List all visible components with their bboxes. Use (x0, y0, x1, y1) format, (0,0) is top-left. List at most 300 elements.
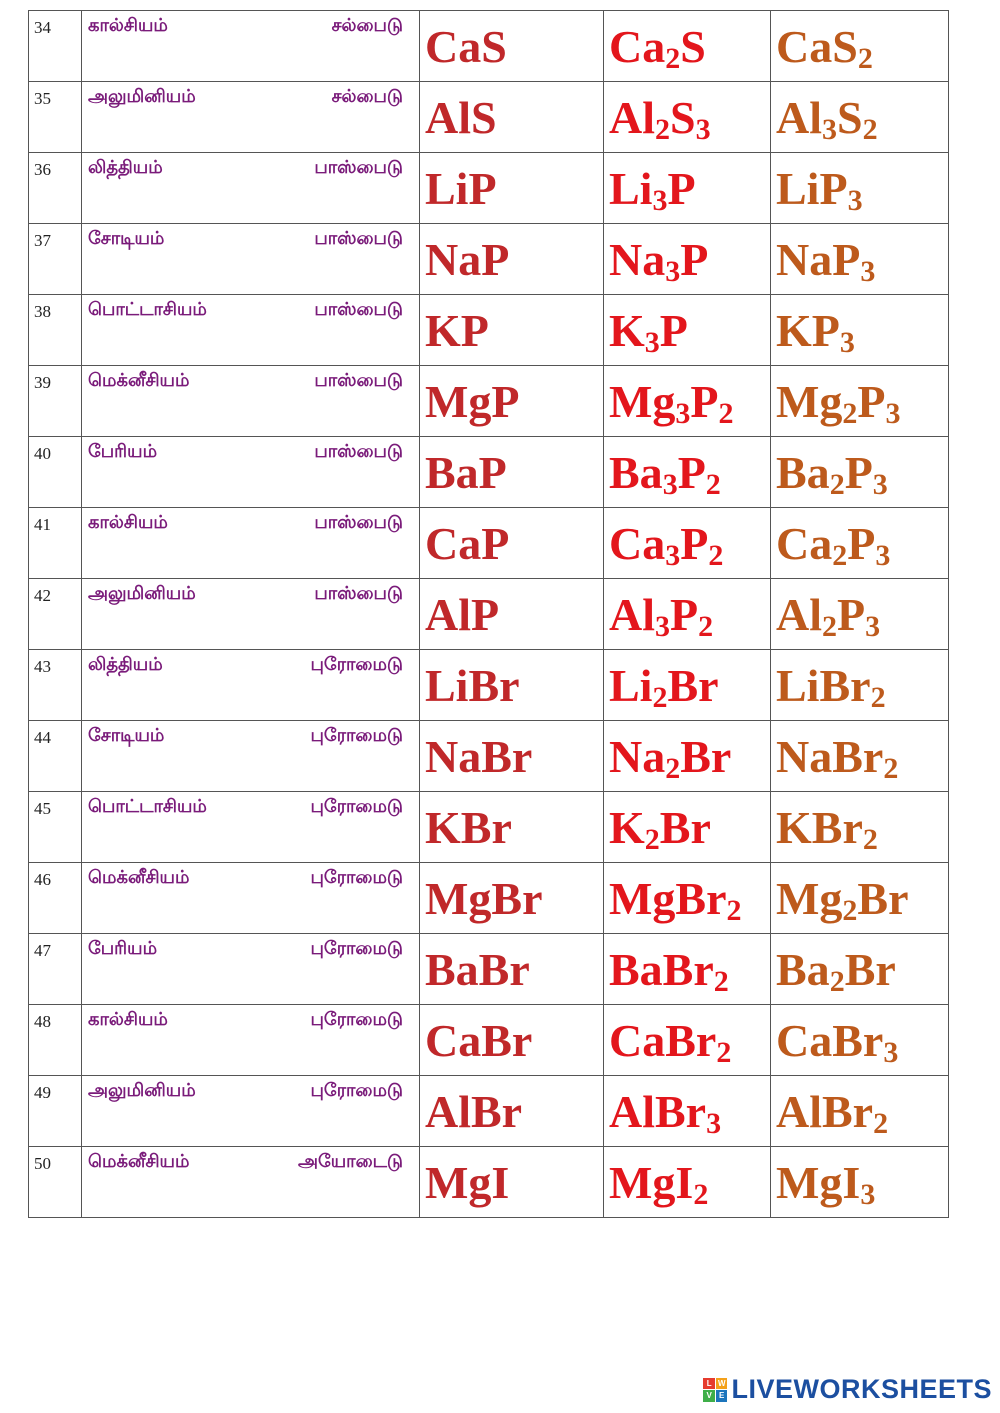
compound-name-cell (82, 11, 420, 82)
formula-option-c[interactable] (771, 366, 948, 430)
row-number-cell (29, 295, 82, 366)
compound-name-cell (82, 153, 420, 224)
formula-option-c[interactable] (771, 863, 948, 927)
formula-option-b[interactable] (604, 366, 770, 430)
formula-option-c-cell[interactable] (771, 650, 949, 721)
ion-name: சல்பைடு (331, 15, 403, 36)
formula-symbol: Br (667, 660, 719, 711)
row-number-cell (29, 721, 82, 792)
formula-symbol: NaP (776, 234, 861, 285)
row-number: 37 (34, 231, 51, 250)
formula-option-a[interactable] (420, 792, 603, 851)
formula-option-b-cell[interactable] (604, 437, 771, 508)
formula-subscript: 2 (862, 823, 878, 856)
formula-option-b-cell[interactable] (604, 1076, 771, 1147)
formula-symbol: Ba (609, 447, 663, 498)
formula-option-a[interactable] (420, 579, 603, 638)
formula-symbol: Ba (776, 447, 830, 498)
row-number: 43 (34, 657, 51, 676)
compound-name (82, 792, 419, 819)
row-number-cell (29, 437, 82, 508)
formula-option-a[interactable] (420, 1147, 603, 1206)
formula-option-b[interactable] (604, 721, 770, 785)
formula-symbol: NaBr (776, 731, 884, 782)
formula-symbol: P (677, 447, 706, 498)
formula-option-a[interactable] (420, 224, 603, 283)
element-name: பேரியம் (88, 441, 158, 462)
table-row (29, 11, 949, 82)
ion-name: பாஸ்பைடு (314, 512, 403, 533)
row-number: 50 (34, 1154, 51, 1173)
formula-subscript: 2 (883, 752, 899, 785)
formula-symbol: P (857, 376, 886, 427)
formula-option-c[interactable] (771, 1147, 948, 1211)
formula-symbol: LiP (425, 163, 497, 214)
table-row (29, 295, 949, 366)
row-number: 42 (34, 586, 51, 605)
formula-symbol: Br (659, 802, 711, 853)
formula-option-b-cell[interactable] (604, 579, 771, 650)
formula-symbol: P (690, 376, 719, 427)
formula-symbol: Al (776, 92, 822, 143)
row-number-cell (29, 366, 82, 437)
compound-name (82, 437, 419, 464)
compound-name-cell (82, 650, 420, 721)
ion-name: சல்பைடு (331, 86, 403, 107)
formula-symbol: P (670, 589, 699, 640)
table-row (29, 366, 949, 437)
formula-option-a-cell[interactable] (420, 579, 604, 650)
row-number-cell (29, 863, 82, 934)
formula-option-b-cell[interactable] (604, 934, 771, 1005)
compound-name-cell (82, 934, 420, 1005)
row-number: 46 (34, 870, 51, 889)
row-number: 36 (34, 160, 51, 179)
compound-name (82, 295, 419, 322)
formula-option-c[interactable] (771, 1005, 948, 1069)
row-number: 44 (34, 728, 51, 747)
formula-option-b-cell[interactable] (604, 82, 771, 153)
formula-option-b-cell[interactable] (604, 366, 771, 437)
formula-symbol: Mg (776, 873, 843, 924)
formula-option-b[interactable] (604, 295, 770, 359)
formula-option-b-cell[interactable] (604, 153, 771, 224)
formula-subscript: 3 (885, 397, 901, 430)
formula-option-a-cell[interactable] (420, 82, 604, 153)
ion-name: பாஸ்பைடு (314, 228, 403, 249)
element-name: பொட்டாசியம் (88, 299, 207, 320)
compound-name (82, 863, 419, 890)
formula-symbol: MgI (609, 1157, 694, 1208)
formula-option-a-cell[interactable] (420, 508, 604, 579)
row-number-cell (29, 934, 82, 1005)
element-name: கால்சியம் (88, 15, 168, 36)
formula-option-b-cell[interactable] (604, 650, 771, 721)
row-number: 49 (34, 1083, 51, 1102)
formula-option-b[interactable] (604, 579, 770, 643)
ion-name: அயோடைடு (297, 1151, 403, 1172)
formula-subscript: 2 (708, 539, 724, 572)
element-name: பொட்டாசியம் (88, 796, 207, 817)
formula-subscript: 3 (706, 1107, 722, 1140)
formula-symbol: Ba (776, 944, 830, 995)
brand-name: LIVEWORKSHEETS (731, 1374, 992, 1404)
row-number-cell (29, 153, 82, 224)
table-row (29, 508, 949, 579)
formula-option-a-cell[interactable] (420, 1147, 604, 1218)
formula-option-c[interactable] (771, 579, 948, 643)
formula-subscript: 2 (718, 397, 734, 430)
formula-subscript: 2 (842, 397, 858, 430)
element-name: அலுமினியம் (88, 86, 196, 107)
formula-symbol: LiP (776, 163, 848, 214)
formula-option-c-cell[interactable] (771, 11, 949, 82)
formula-option-b-cell[interactable] (604, 224, 771, 295)
formula-option-b[interactable] (604, 1147, 770, 1211)
element-name: மெக்னீசியம் (88, 1151, 190, 1172)
formula-symbol: Li (609, 163, 653, 214)
formula-option-c-cell[interactable] (771, 934, 949, 1005)
formula-option-c[interactable] (771, 224, 948, 288)
formula-subscript: 3 (839, 326, 855, 359)
formula-symbol: Al (609, 92, 655, 143)
formula-subscript: 3 (644, 326, 660, 359)
formula-option-a[interactable] (420, 508, 603, 567)
formula-symbol: Ca (609, 21, 666, 72)
formula-symbol: K (609, 802, 645, 853)
formula-subscript: 2 (829, 965, 845, 998)
formula-option-c-cell[interactable] (771, 295, 949, 366)
ion-name: புரோமைடு (310, 867, 403, 888)
formula-symbol: BaP (425, 447, 507, 498)
formula-symbol: AlBr (425, 1086, 523, 1137)
row-number: 48 (34, 1012, 51, 1031)
formula-option-c-cell[interactable] (771, 1076, 949, 1147)
formula-option-a[interactable] (420, 11, 603, 70)
formula-symbol: MgP (425, 376, 520, 427)
formula-symbol: LiBr (776, 660, 871, 711)
row-number-cell (29, 1147, 82, 1218)
formula-symbol: S (680, 21, 706, 72)
logo-letter: E (716, 1390, 728, 1402)
formula-subscript: 3 (847, 184, 863, 217)
formula-option-b-cell[interactable] (604, 295, 771, 366)
compound-name (82, 224, 419, 251)
formula-subscript: 3 (662, 468, 678, 501)
formula-option-a[interactable] (420, 721, 603, 780)
formula-option-b[interactable] (604, 437, 770, 501)
formula-option-c[interactable] (771, 295, 948, 359)
compound-name (82, 650, 419, 677)
formula-subscript: 2 (698, 610, 714, 643)
formula-option-b[interactable] (604, 1005, 770, 1069)
formula-option-a-cell[interactable] (420, 366, 604, 437)
row-number-cell (29, 224, 82, 295)
formula-symbol: BaBr (425, 944, 530, 995)
formula-subscript: 3 (822, 113, 837, 146)
formula-subscript: 2 (713, 965, 729, 998)
formula-option-c-cell[interactable] (771, 579, 949, 650)
table-row (29, 1005, 949, 1076)
formula-option-a[interactable] (420, 1076, 603, 1135)
formula-subscript: 2 (693, 1178, 709, 1211)
formula-option-a-cell[interactable] (420, 1005, 604, 1076)
formula-subscript: 3 (860, 1178, 876, 1211)
compound-name-cell (82, 1147, 420, 1218)
formula-subscript: 3 (860, 255, 876, 288)
formula-option-c[interactable] (771, 82, 948, 146)
formula-option-a[interactable] (420, 437, 603, 496)
formula-option-a-cell[interactable] (420, 153, 604, 224)
formula-symbol: Br (844, 944, 896, 995)
formula-symbol: BaBr (609, 944, 714, 995)
row-number-cell (29, 650, 82, 721)
formula-option-c-cell[interactable] (771, 1147, 949, 1218)
ion-name: புரோமைடு (310, 1009, 403, 1030)
formula-option-a[interactable] (420, 934, 603, 993)
liveworksheets-logo-icon (703, 1378, 727, 1402)
formula-option-c-cell[interactable] (771, 863, 949, 934)
formula-subscript: 3 (872, 468, 888, 501)
formula-option-a-cell[interactable] (420, 224, 604, 295)
formula-option-b[interactable] (604, 153, 770, 217)
row-number-cell (29, 1076, 82, 1147)
formula-subscript: 3 (883, 1036, 899, 1069)
formula-symbol: P (844, 447, 873, 498)
formula-option-a-cell[interactable] (420, 721, 604, 792)
formula-symbol: Na (609, 234, 666, 285)
formula-symbol: Ca (609, 518, 666, 569)
formula-symbol: Al (776, 589, 822, 640)
formula-subscript: 2 (870, 681, 886, 714)
formula-option-a[interactable] (420, 1005, 603, 1064)
formula-option-a[interactable] (420, 863, 603, 922)
table-row (29, 721, 949, 792)
ion-name: பாஸ்பைடு (314, 157, 403, 178)
formula-option-b-cell[interactable] (604, 792, 771, 863)
compound-name-cell (82, 1005, 420, 1076)
table-row (29, 792, 949, 863)
formula-option-c[interactable] (771, 721, 948, 785)
ion-name: பாஸ்பைடு (314, 441, 403, 462)
table-row (29, 82, 949, 153)
formula-symbol: MgI (425, 1157, 510, 1208)
row-number: 41 (34, 515, 51, 534)
logo-letter: W (717, 1378, 726, 1388)
formula-option-c-cell[interactable] (771, 437, 949, 508)
element-name: கால்சியம் (88, 1009, 168, 1030)
formula-option-a-cell[interactable] (420, 11, 604, 82)
formula-option-a-cell[interactable] (420, 295, 604, 366)
formula-subscript: 2 (832, 539, 848, 572)
formula-symbol: NaP (425, 234, 510, 285)
formula-option-a-cell[interactable] (420, 792, 604, 863)
formula-option-a[interactable] (420, 650, 603, 709)
formula-symbol: AlP (425, 589, 500, 640)
formula-option-a[interactable] (420, 366, 603, 425)
formula-subscript: 2 (644, 823, 660, 856)
formula-option-b-cell[interactable] (604, 508, 771, 579)
table-row (29, 1076, 949, 1147)
formula-symbol: Mg (776, 376, 843, 427)
row-number-cell (29, 82, 82, 153)
formula-option-c[interactable] (771, 650, 948, 714)
row-number-cell (29, 579, 82, 650)
formula-option-a-cell[interactable] (420, 863, 604, 934)
formula-option-c-cell[interactable] (771, 224, 949, 295)
row-number-cell (29, 11, 82, 82)
formula-symbol: P (659, 305, 688, 356)
ion-name: பாஸ்பைடு (314, 299, 403, 320)
formula-subscript: 3 (695, 113, 711, 146)
table-row (29, 153, 949, 224)
formula-option-c[interactable] (771, 934, 948, 998)
formula-option-c[interactable] (771, 11, 948, 75)
formula-option-b-cell[interactable] (604, 1147, 771, 1218)
formula-option-c[interactable] (771, 153, 948, 217)
formula-option-b[interactable] (604, 11, 770, 75)
formula-symbol: P (680, 234, 709, 285)
formula-option-b-cell[interactable] (604, 721, 771, 792)
row-number: 39 (34, 373, 51, 392)
element-name: கால்சியம் (88, 512, 168, 533)
formula-subscript: 3 (655, 610, 670, 643)
compound-name (82, 1005, 419, 1032)
formula-symbol: P (847, 518, 876, 569)
formula-subscript: 2 (705, 468, 721, 501)
formula-symbol: P (837, 589, 866, 640)
formula-option-b[interactable] (604, 508, 770, 572)
compound-name (82, 366, 419, 393)
compound-name (82, 508, 419, 535)
formula-option-b[interactable] (604, 934, 770, 998)
formula-option-c[interactable] (771, 1076, 948, 1140)
formula-symbol: MgBr (609, 873, 727, 924)
compound-name-cell (82, 508, 420, 579)
compound-name-cell (82, 224, 420, 295)
formula-symbol: Li (609, 660, 653, 711)
formula-option-b[interactable] (604, 863, 770, 927)
ion-name: புரோமைடு (310, 796, 403, 817)
formula-option-a-cell[interactable] (420, 934, 604, 1005)
formula-option-a[interactable] (420, 82, 603, 141)
compound-name (82, 1147, 419, 1174)
formula-option-b-cell[interactable] (604, 863, 771, 934)
formula-option-b[interactable] (604, 650, 770, 714)
formula-symbol: CaS (425, 21, 507, 72)
logo-letter: L (703, 1378, 715, 1390)
formula-symbol: P (680, 518, 709, 569)
formula-option-a-cell[interactable] (420, 1076, 604, 1147)
formula-symbol: KP (425, 305, 489, 356)
formula-subscript: 3 (665, 539, 681, 572)
table-row (29, 934, 949, 1005)
formula-symbol: Mg (609, 376, 676, 427)
compound-name (82, 153, 419, 180)
formula-option-c[interactable] (771, 792, 948, 856)
compound-name-cell (82, 82, 420, 153)
formula-option-c-cell[interactable] (771, 508, 949, 579)
formula-option-c-cell[interactable] (771, 792, 949, 863)
formula-symbol: AlBr (609, 1086, 707, 1137)
element-name: அலுமினியம் (88, 1080, 196, 1101)
formula-option-c-cell[interactable] (771, 153, 949, 224)
formula-subscript: 2 (857, 42, 873, 75)
element-name: லித்தியம் (88, 654, 163, 675)
element-name: மெக்னீசியம் (88, 867, 190, 888)
formula-symbol: KP (776, 305, 840, 356)
formula-subscript: 2 (862, 113, 878, 146)
formula-subscript: 2 (665, 42, 681, 75)
formula-symbol: Ca (776, 518, 833, 569)
formula-option-c[interactable] (771, 508, 948, 572)
formula-option-c-cell[interactable] (771, 721, 949, 792)
row-number: 38 (34, 302, 51, 321)
formula-option-c-cell[interactable] (771, 82, 949, 153)
formula-subscript: 2 (829, 468, 845, 501)
compound-name (82, 82, 419, 109)
row-number-cell (29, 508, 82, 579)
logo-letter: V (703, 1390, 715, 1402)
formula-symbol: KBr (776, 802, 863, 853)
formula-option-b[interactable] (604, 792, 770, 856)
formula-option-c[interactable] (771, 437, 948, 501)
formula-symbol: MgI (776, 1157, 861, 1208)
compound-name-cell (82, 579, 420, 650)
formula-option-b[interactable] (604, 1076, 770, 1140)
formula-symbol: Na (609, 731, 666, 782)
formula-option-b[interactable] (604, 82, 770, 146)
table-row (29, 579, 949, 650)
formula-symbol: CaBr (609, 1015, 717, 1066)
formula-option-b-cell[interactable] (604, 11, 771, 82)
formula-option-a-cell[interactable] (420, 437, 604, 508)
formula-symbol: K (609, 305, 645, 356)
row-number: 47 (34, 941, 51, 960)
element-name: பேரியம் (88, 938, 158, 959)
formula-option-c-cell[interactable] (771, 1005, 949, 1076)
formula-option-a[interactable] (420, 295, 603, 354)
compound-table (28, 10, 949, 1218)
formula-subscript: 2 (822, 610, 837, 643)
compound-name-cell (82, 366, 420, 437)
formula-symbol: LiBr (425, 660, 520, 711)
formula-subscript: 2 (652, 681, 668, 714)
row-number-cell (29, 1005, 82, 1076)
formula-subscript: 2 (655, 113, 670, 146)
ion-name: புரோமைடு (310, 1080, 403, 1101)
compound-name (82, 721, 419, 748)
formula-option-a[interactable] (420, 153, 603, 212)
formula-subscript: 2 (873, 1107, 889, 1140)
formula-subscript: 2 (716, 1036, 732, 1069)
row-number: 34 (34, 18, 51, 37)
formula-symbol: CaBr (425, 1015, 533, 1066)
compound-name (82, 579, 419, 606)
formula-option-a-cell[interactable] (420, 650, 604, 721)
formula-symbol: CaP (425, 518, 510, 569)
formula-subscript: 2 (726, 894, 742, 927)
formula-subscript: 3 (652, 184, 668, 217)
formula-option-b[interactable] (604, 224, 770, 288)
formula-symbol: Br (680, 731, 732, 782)
formula-option-c-cell[interactable] (771, 366, 949, 437)
formula-symbol: KBr (425, 802, 512, 853)
formula-symbol: Br (857, 873, 909, 924)
compound-name (82, 1076, 419, 1103)
formula-option-b-cell[interactable] (604, 1005, 771, 1076)
formula-subscript: 3 (665, 255, 681, 288)
